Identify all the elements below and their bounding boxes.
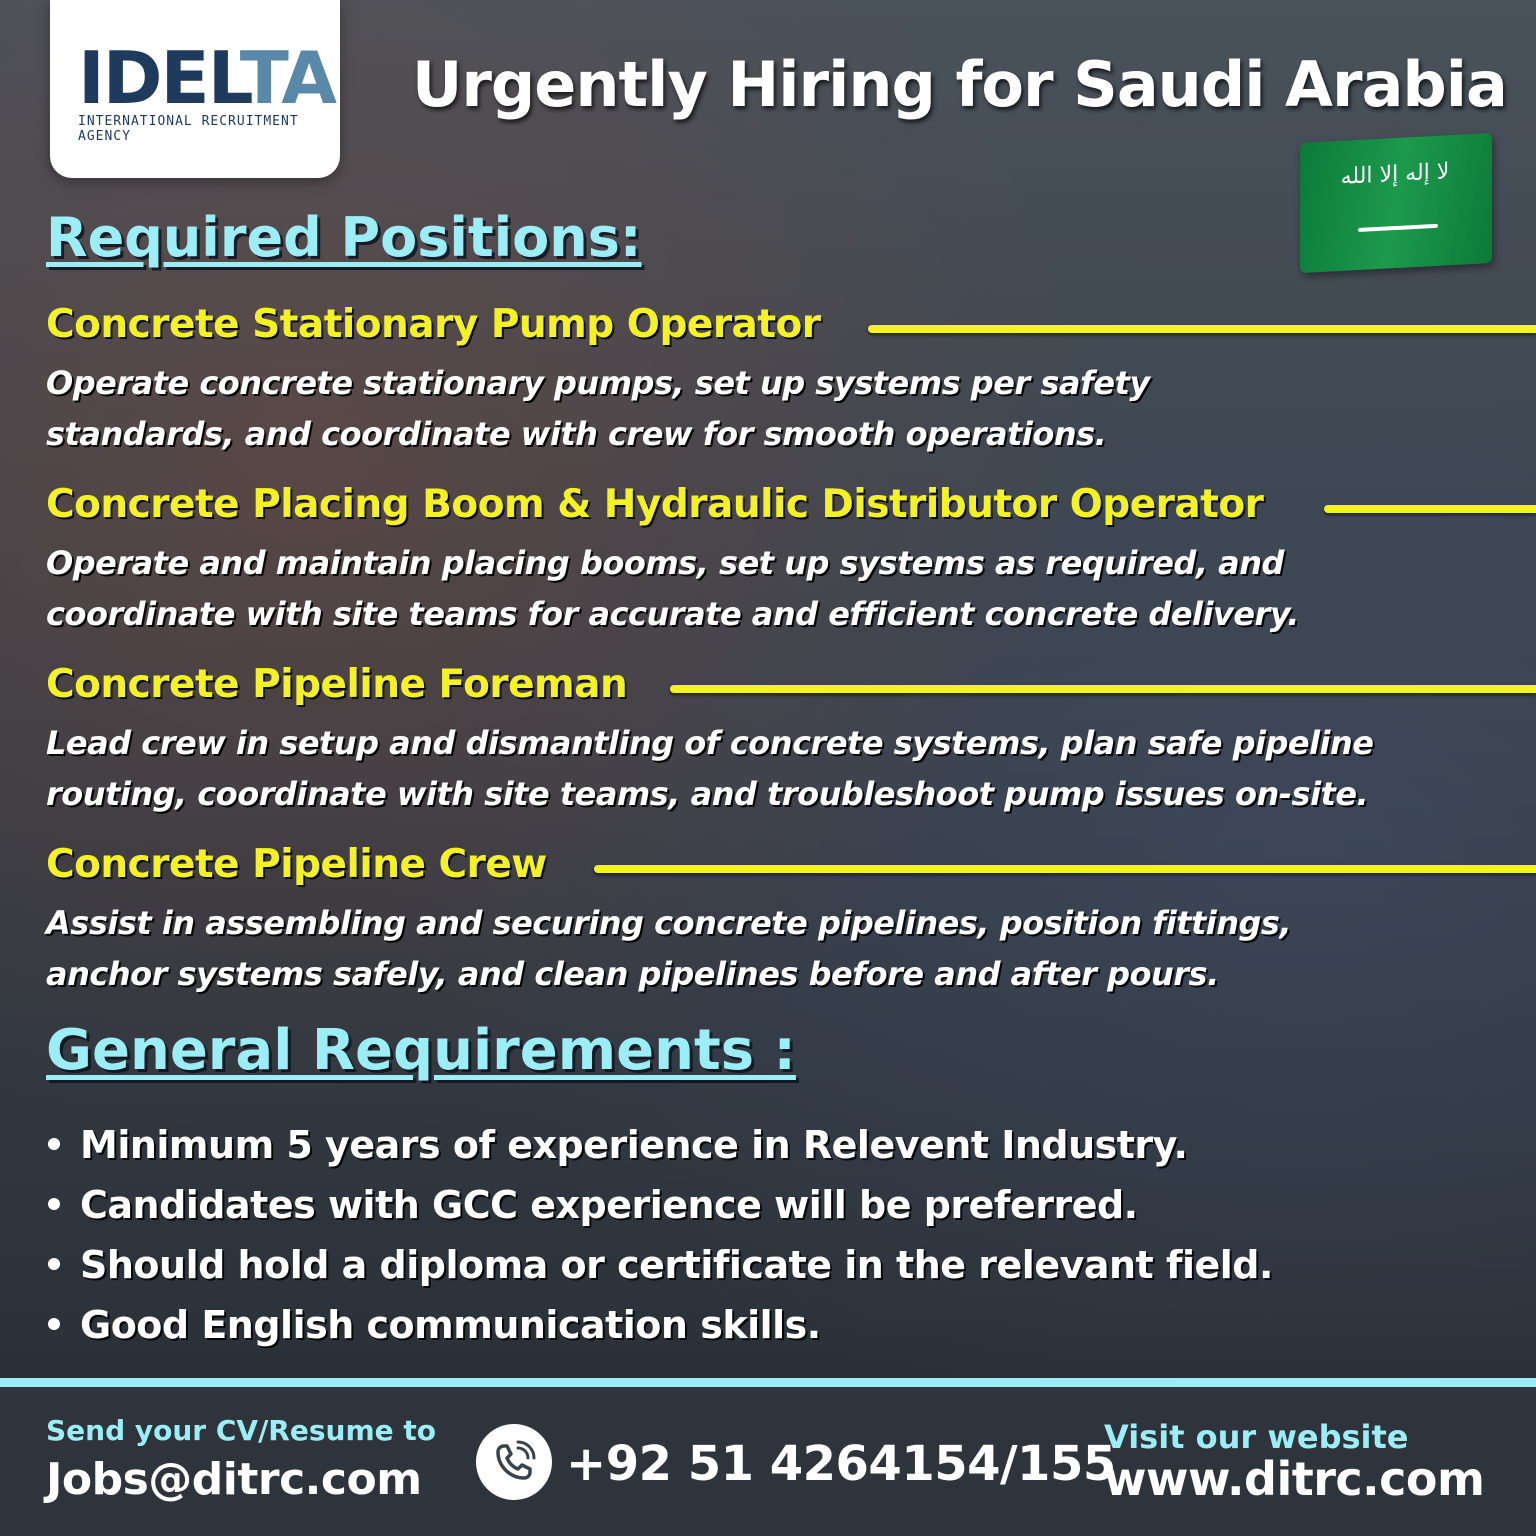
- logo-mark: IDELTA: [78, 36, 335, 120]
- list-item: Should hold a diploma or certificate in the relevant field.: [42, 1235, 1273, 1295]
- footer-divider: [0, 1378, 1536, 1387]
- position-description-line: routing, coordinate with site teams, and troubleshoot pump issues on-site.: [46, 775, 1369, 813]
- website-label: Visit our website: [1104, 1418, 1409, 1456]
- position-description-line: standards, and coordinate with crew for smooth operations.: [46, 415, 1107, 453]
- email-link[interactable]: Jobs@ditrc.com: [46, 1454, 422, 1505]
- position-title-2: Concrete Placing Boom & Hydraulic Distributor Operator: [46, 482, 1264, 527]
- list-item: Minimum 5 years of experience in Relevent Industry.: [42, 1115, 1273, 1175]
- headline: Urgently Hiring for Saudi Arabia: [412, 48, 1507, 121]
- position-description-line: Assist in assembling and securing concrete pipelines, position fittings,: [46, 904, 1292, 942]
- logo-card: [50, 0, 340, 178]
- position-description-line: Operate and maintain placing booms, set up systems as required, and: [46, 544, 1284, 582]
- position-divider-2: [1324, 505, 1536, 513]
- website-link[interactable]: www.ditrc.com: [1104, 1452, 1485, 1506]
- position-title-4: Concrete Pipeline Crew: [46, 842, 547, 887]
- saudi-flag-icon: [1300, 133, 1492, 273]
- bullet-icon: [48, 1138, 60, 1150]
- bullet-icon: [48, 1258, 60, 1270]
- requirements-list: [42, 1115, 1273, 1355]
- position-divider-1: [868, 325, 1536, 333]
- bullet-icon: [48, 1198, 60, 1210]
- position-title-1: Concrete Stationary Pump Operator: [46, 302, 821, 347]
- phone-number[interactable]: +92 51 4264154/155: [566, 1436, 1116, 1492]
- position-description-line: anchor systems safely, and clean pipelines before and after pours.: [46, 955, 1219, 993]
- position-description-3: [46, 718, 1466, 820]
- requirements-heading: General Requirements :: [46, 1018, 796, 1083]
- flag-script: لا إله إلا الله: [1340, 159, 1450, 190]
- cv-label: Send your CV/Resume to: [46, 1414, 436, 1447]
- list-item: Good English communication skills.: [42, 1295, 1273, 1355]
- position-divider-3: [670, 685, 1536, 693]
- flag-sword: [1358, 224, 1438, 232]
- logo-tagline: INTERNATIONAL RECRUITMENT AGENCY: [78, 114, 299, 144]
- positions-heading: Required Positions:: [46, 206, 642, 269]
- position-description-2: [46, 538, 1466, 640]
- position-title-3: Concrete Pipeline Foreman: [46, 662, 628, 707]
- position-divider-4: [594, 865, 1536, 873]
- phone-icon: [476, 1424, 552, 1500]
- position-description-line: Lead crew in setup and dismantling of concrete systems, plan safe pipeline: [46, 724, 1374, 762]
- position-description-line: Operate concrete stationary pumps, set up systems per safety: [46, 364, 1150, 402]
- position-description-line: coordinate with site teams for accurate and efficient concrete delivery.: [46, 595, 1299, 633]
- bullet-icon: [48, 1318, 60, 1330]
- position-description-4: [46, 898, 1466, 1000]
- position-description-1: [46, 358, 1466, 460]
- list-item: Candidates with GCC experience will be preferred.: [42, 1175, 1273, 1235]
